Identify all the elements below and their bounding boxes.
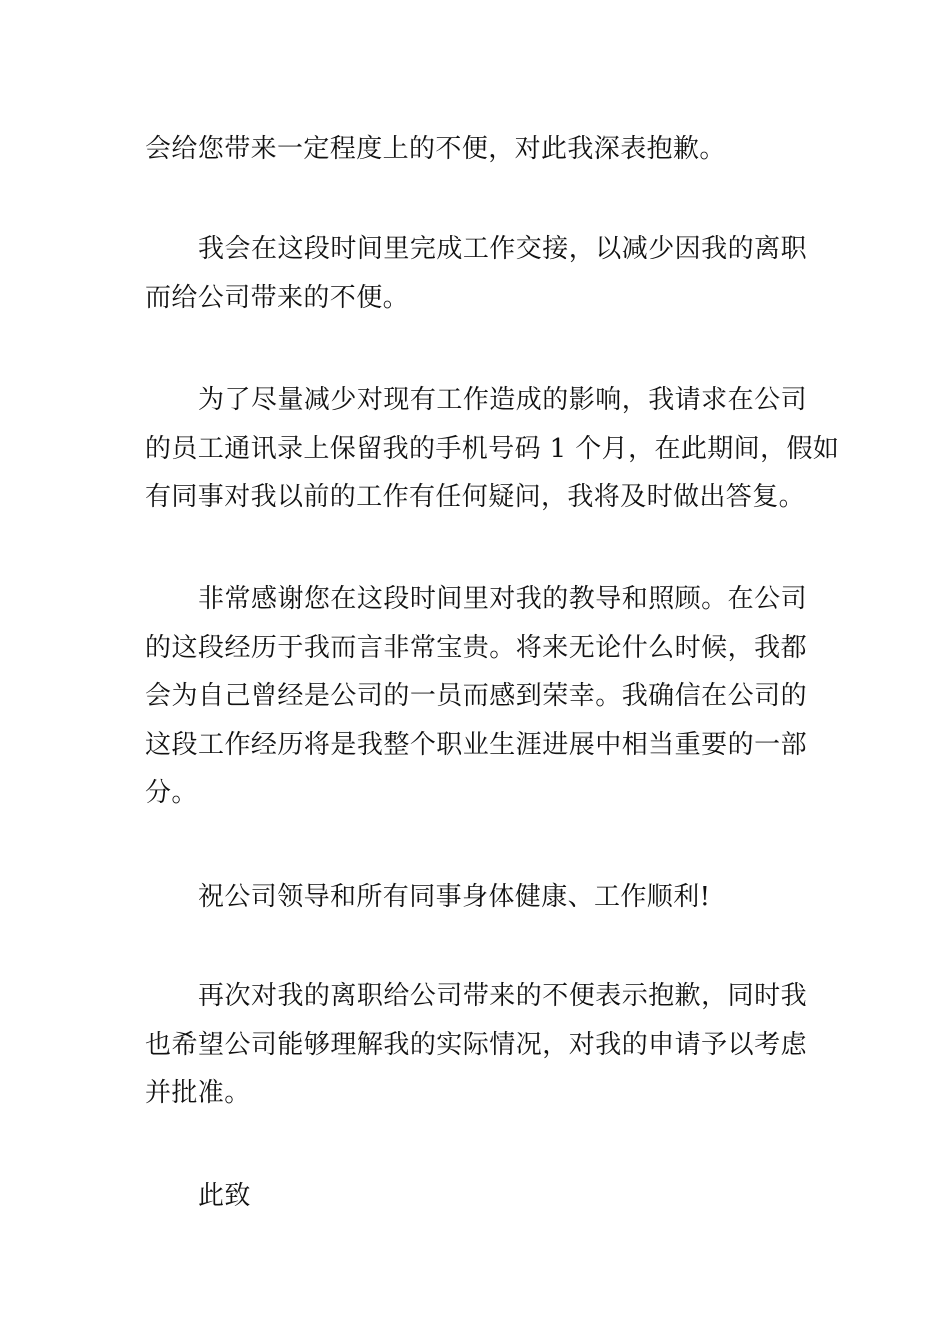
text-line: 的员工通讯录上保留我的手机号码 1 个月，在此期间，假如: [145, 433, 840, 464]
closing-salutation: 此致: [198, 1181, 251, 1211]
paragraph-handover: [145, 225, 807, 322]
text-line: 并批准。: [145, 1078, 251, 1108]
paragraph-continuation: [145, 125, 807, 174]
text-line: 这段工作经历将是我整个职业生涯进展中相当重要的一部: [145, 729, 807, 760]
paragraph-wishes: [145, 873, 807, 922]
text-line: 为了尽量减少对现有工作造成的影响，我请求在公司: [198, 385, 807, 415]
text-line: 再次对我的离职给公司带来的不便表示抱歉，同时我: [198, 981, 807, 1011]
text-line: 祝公司领导和所有同事身体健康、工作顺利!: [198, 882, 711, 912]
text-line: 也希望公司能够理解我的实际情况，对我的申请予以考虑: [145, 1029, 807, 1060]
text-line: 的这段经历于我而言非常宝贵。将来无论什么时候，我都: [145, 632, 807, 663]
paragraph-phone-number: [145, 376, 840, 522]
text-line: 我会在这段时间里完成工作交接，以减少因我的离职: [198, 234, 807, 264]
paragraph-gratitude: [145, 575, 807, 818]
text-line: 非常感谢您在这段时间里对我的教导和照顾。在公司: [198, 584, 807, 614]
paragraph-apology: [145, 972, 807, 1118]
text-line: 有同事对我以前的工作有任何疑问，我将及时做出答复。: [145, 482, 806, 512]
text-line: 会给您带来一定程度上的不便，对此我深表抱歉。: [145, 134, 726, 164]
text-line: 而给公司带来的不便。: [145, 282, 410, 313]
text-line: 分。: [145, 778, 198, 808]
text-line: 会为自己曾经是公司的一员而感到荣幸。我确信在公司的: [145, 681, 807, 711]
paragraph-closing: [145, 1172, 807, 1221]
